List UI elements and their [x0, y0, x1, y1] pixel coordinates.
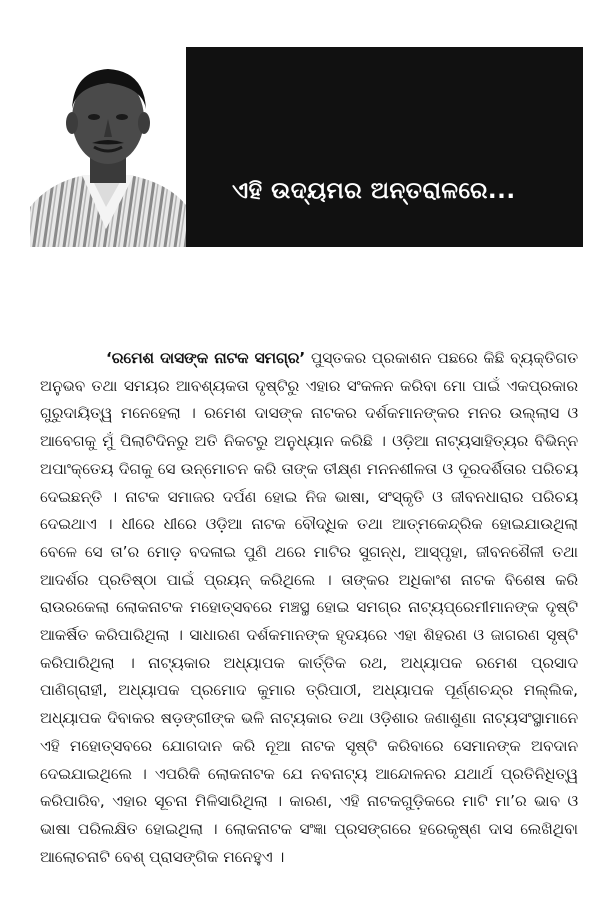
article-body: ପୁସ୍ତକର ପ୍ରକାଶନ ପଛରେ କିଛି ବ୍ୟକ୍ତିଗତ ଅନୁଭବ ତଥା ସମୟର ଆବଶ୍ୟକତା ଦୃଷ୍ଟିରୁ ଏହାର ସଂକଳନ କରିବା ମୋ ପାଇଁ ଏକପ୍ରକାର ଗୁରୁଦାୟିତ୍ୱ ମନେହେଲା । ରମେଶ ଦାସଙ୍କ ନାଟକର ଦର୍ଶକମାନଙ୍କର ମନର ଉଲ୍ଲାସ ଓ ଆବେଗକୁ ମୁଁ ପିଲାଟିଦିନରୁ ଅତି ନିକଟରୁ ଅନୁଧ୍ୟାନ କରିଛି । ଓଡ଼ିଆ ନାଟ୍ୟସାହିତ୍ୟର ବିଭିନ୍ନ ଅପାଂକ୍ତେୟ ଦିଗକୁ ସେ ଉନ୍ମୋଚନ କରି ତାଙ୍କ ତୀକ୍ଷ୍ଣ ମନନଶୀଳତା ଓ ଦୂରଦର୍ଶିତାର ପରିଚୟ ଦେଇଛନ୍ତି । ନାଟକ ସମାଜର ଦର୍ପଣ ହୋଇ ନିଜ ଭାଷା, ସଂସ୍କୃତି ଓ ଜୀବନଧାରାର ପରିଚୟ ଦେଇଥାଏ । ଧୀରେ ଧୀରେ ଓଡ଼ିଆ ନାଟକ ବୌଦ୍ଧିକ ତଥା ଆତ୍ମକେନ୍ଦ୍ରିକ ହୋଇଯାଉଥିଲା ବେଳେ ସେ ତା’ର ମୋଡ଼ ବଦଳାଇ ପୁଣି ଥରେ ମାଟିର ସୁଗନ୍ଧ, ଆସ୍ପୃହା, ଜୀବନଶୈଳୀ ତଥା ଆଦର୍ଶର ପ୍ରତିଷ୍ଠା ପାଇଁ ପ୍ରୟନ୍ କରିଥିଲେ । ତାଙ୍କର ଅଧିକାଂଶ ନାଟକ ବିଶେଷ କରି ରାଉରକେଲା ଲୋକନାଟକ ମହୋତ୍ସବରେ ମଞ୍ଚସ୍ଥ ହୋଇ ସମଗ୍ର ନାଟ୍ୟପ୍ରେମୀମାନଙ୍କ ଦୃଷ୍ଟି ଆକର୍ଷିତ କରିପାରିଥିଲା । ସାଧାରଣ ଦର୍ଶକମାନଙ୍କ ହୃଦୟରେ ଏହା ଶିହରଣ ଓ ଜାଗରଣ ସୃଷ୍ଟି କରିପାରିଥିଲା । ନାଟ୍ୟକାର ଅଧ୍ୟାପକ କାର୍ତ୍ତିକ ରଥ, ଅଧ୍ୟାପକ ରମେଶ ପ୍ରସାଦ ପାଣିଗ୍ରାହୀ, ଅଧ୍ୟାପକ ପ୍ରମୋଦ କୁମାର ତ୍ରିପାଠୀ, ଅଧ୍ୟାପକ ପୂର୍ଣ୍ଣଚନ୍ଦ୍ର ମଲ୍ଲିକ, ଅଧ୍ୟାପକ ଦିବାକର ଷଡ଼ଙ୍ଗୀଙ୍କ ଭଳି ନାଟ୍ୟକାର ତଥା ଓଡ଼ିଶାର ଜଣାଶୁଣା ନାଟ୍ୟସଂସ୍ଥାମାନେ ଏହି ମହୋତ୍ସବରେ ଯୋଗଦାନ କରି ନୂଆ ନାଟକ ସୃଷ୍ଟି କରିବାରେ ସେମାନଙ୍କ ଅବଦାନ ଦେଇଯାଇଥିଲେ । ଏପରିକି ଲୋକନାଟକ ଯେ ନବନାଟ୍ୟ ଆନ୍ଦୋଳନର ଯଥାର୍ଥ ପ୍ରତିନିଧିତ୍ୱ କରିପାରିବ, ଏହାର ସୂଚନା ମିଳିସାରିଥିଲା । କାରଣ, ଏହି ନାଟକଗୁଡ଼ିକରେ ମାଟି ମା’ର ଭାବ ଓ ଭାଷା ପରିଲକ୍ଷିତ ହୋଇଥିଲା । ଲୋକନାଟକ ସଂଜ୍ଞା ପ୍ରସଙ୍ଗରେ ହରେକୃଷ୍ଣ ଦାସ ଲେଖିଥିବା ଆଲୋଚନାଟି ବେଶ୍ ପ୍ରାସଙ୍ଗିକ ମନେହୁଏ । [40, 349, 578, 866]
book-title: ‘ରମେଶ ଦାସଙ୍କ ନାଟକ ସମଗ୍ର’ [106, 349, 306, 367]
article-paragraph [40, 345, 578, 871]
author-photo [30, 47, 186, 247]
page-title: ଏହି ଉଦ୍ୟମର ଅନ୍ତରାଳରେ... [232, 178, 516, 204]
